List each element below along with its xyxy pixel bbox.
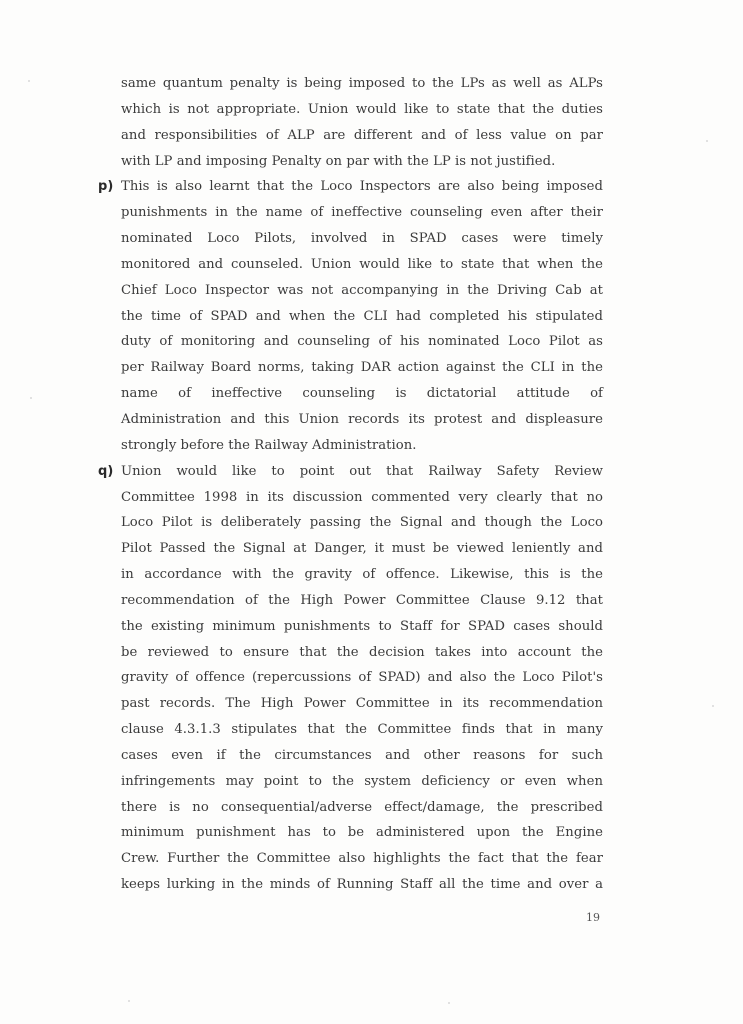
paragraph-label-p: p)	[98, 179, 114, 195]
text-line: Chief Loco Inspector was not accompanying in the Driving Cab at	[121, 282, 603, 298]
text-line: cases even if the circumstances and other reasons for such	[121, 747, 603, 763]
text-line: gravity of offence (repercussions of SPAD) and also the Loco Pilot's	[121, 670, 603, 686]
text-line: per Railway Board norms, taking DAR action against the CLI in the	[121, 360, 603, 376]
scan-speck	[448, 1002, 450, 1004]
text-line: Crew. Further the Committee also highlights the fact that the fear	[121, 851, 603, 867]
text-line: monitored and counseled. Union would like to state that when the	[121, 256, 603, 272]
paragraph-label-q: q)	[98, 463, 114, 479]
page-number: 19	[586, 911, 600, 924]
paragraph-p	[98, 174, 603, 458]
text-line: same quantum penalty is being imposed to the LPs as well as ALPs	[121, 76, 603, 91]
text-line: with LP and imposing Penalty on par with the LP is not justified.	[121, 153, 556, 169]
text-line: nominated Loco Pilots, involved in SPAD cases were timely	[121, 231, 603, 247]
scan-speck	[712, 705, 714, 707]
text-line: minimum punishment has to be administered upon the Engine	[121, 825, 603, 841]
text-line: in accordance with the gravity of offence. Likewise, this is the	[121, 567, 603, 583]
text-line: past records. The High Power Committee in its recommendation	[121, 696, 603, 712]
scan-speck	[28, 80, 30, 82]
text-line: and responsibilities of ALP are different and of less value on par	[121, 127, 603, 143]
text-line: which is not appropriate. Union would like to state that the duties	[121, 101, 603, 117]
text-line: duty of monitoring and counseling of his nominated Loco Pilot as	[121, 334, 603, 350]
scan-speck	[128, 1000, 130, 1002]
paragraph-q	[98, 459, 603, 898]
text-line: Administration and this Union records its protest and displeasure	[121, 411, 603, 427]
text-line: Loco Pilot is deliberately passing the Signal and though the Loco	[121, 515, 603, 531]
scan-speck	[706, 140, 708, 142]
text-line: strongly before the Railway Administration.	[121, 437, 417, 453]
text-line: This is also learnt that the Loco Inspectors are also being imposed	[121, 179, 603, 195]
text-line: recommendation of the High Power Committee Clause 9.12 that	[121, 592, 603, 608]
text-line: infringements may point to the system deficiency or even when	[121, 773, 603, 789]
text-line: name of ineffective counseling is dictatorial attitude of	[121, 386, 603, 402]
text-line: punishments in the name of ineffective counseling even after their	[121, 205, 603, 221]
text-line: Union would like to point out that Railway Safety Review	[121, 463, 603, 479]
text-line: there is no consequential/adverse effect/damage, the prescribed	[121, 799, 603, 815]
intro-paragraph	[121, 71, 603, 174]
text-line: be reviewed to ensure that the decision takes into account the	[121, 644, 603, 660]
text-line: Pilot Passed the Signal at Danger, it must be viewed leniently and	[121, 541, 603, 557]
text-line: the existing minimum punishments to Staff for SPAD cases should	[121, 618, 603, 634]
text-line: Committee 1998 in its discussion commented very clearly that no	[121, 489, 603, 505]
document-body	[98, 71, 603, 898]
scan-speck	[30, 397, 32, 399]
text-line: keeps lurking in the minds of Running Staff all the time and over a	[121, 877, 603, 893]
text-line: the time of SPAD and when the CLI had completed his stipulated	[121, 308, 603, 324]
text-line: clause 4.3.1.3 stipulates that the Committee finds that in many	[121, 722, 603, 738]
